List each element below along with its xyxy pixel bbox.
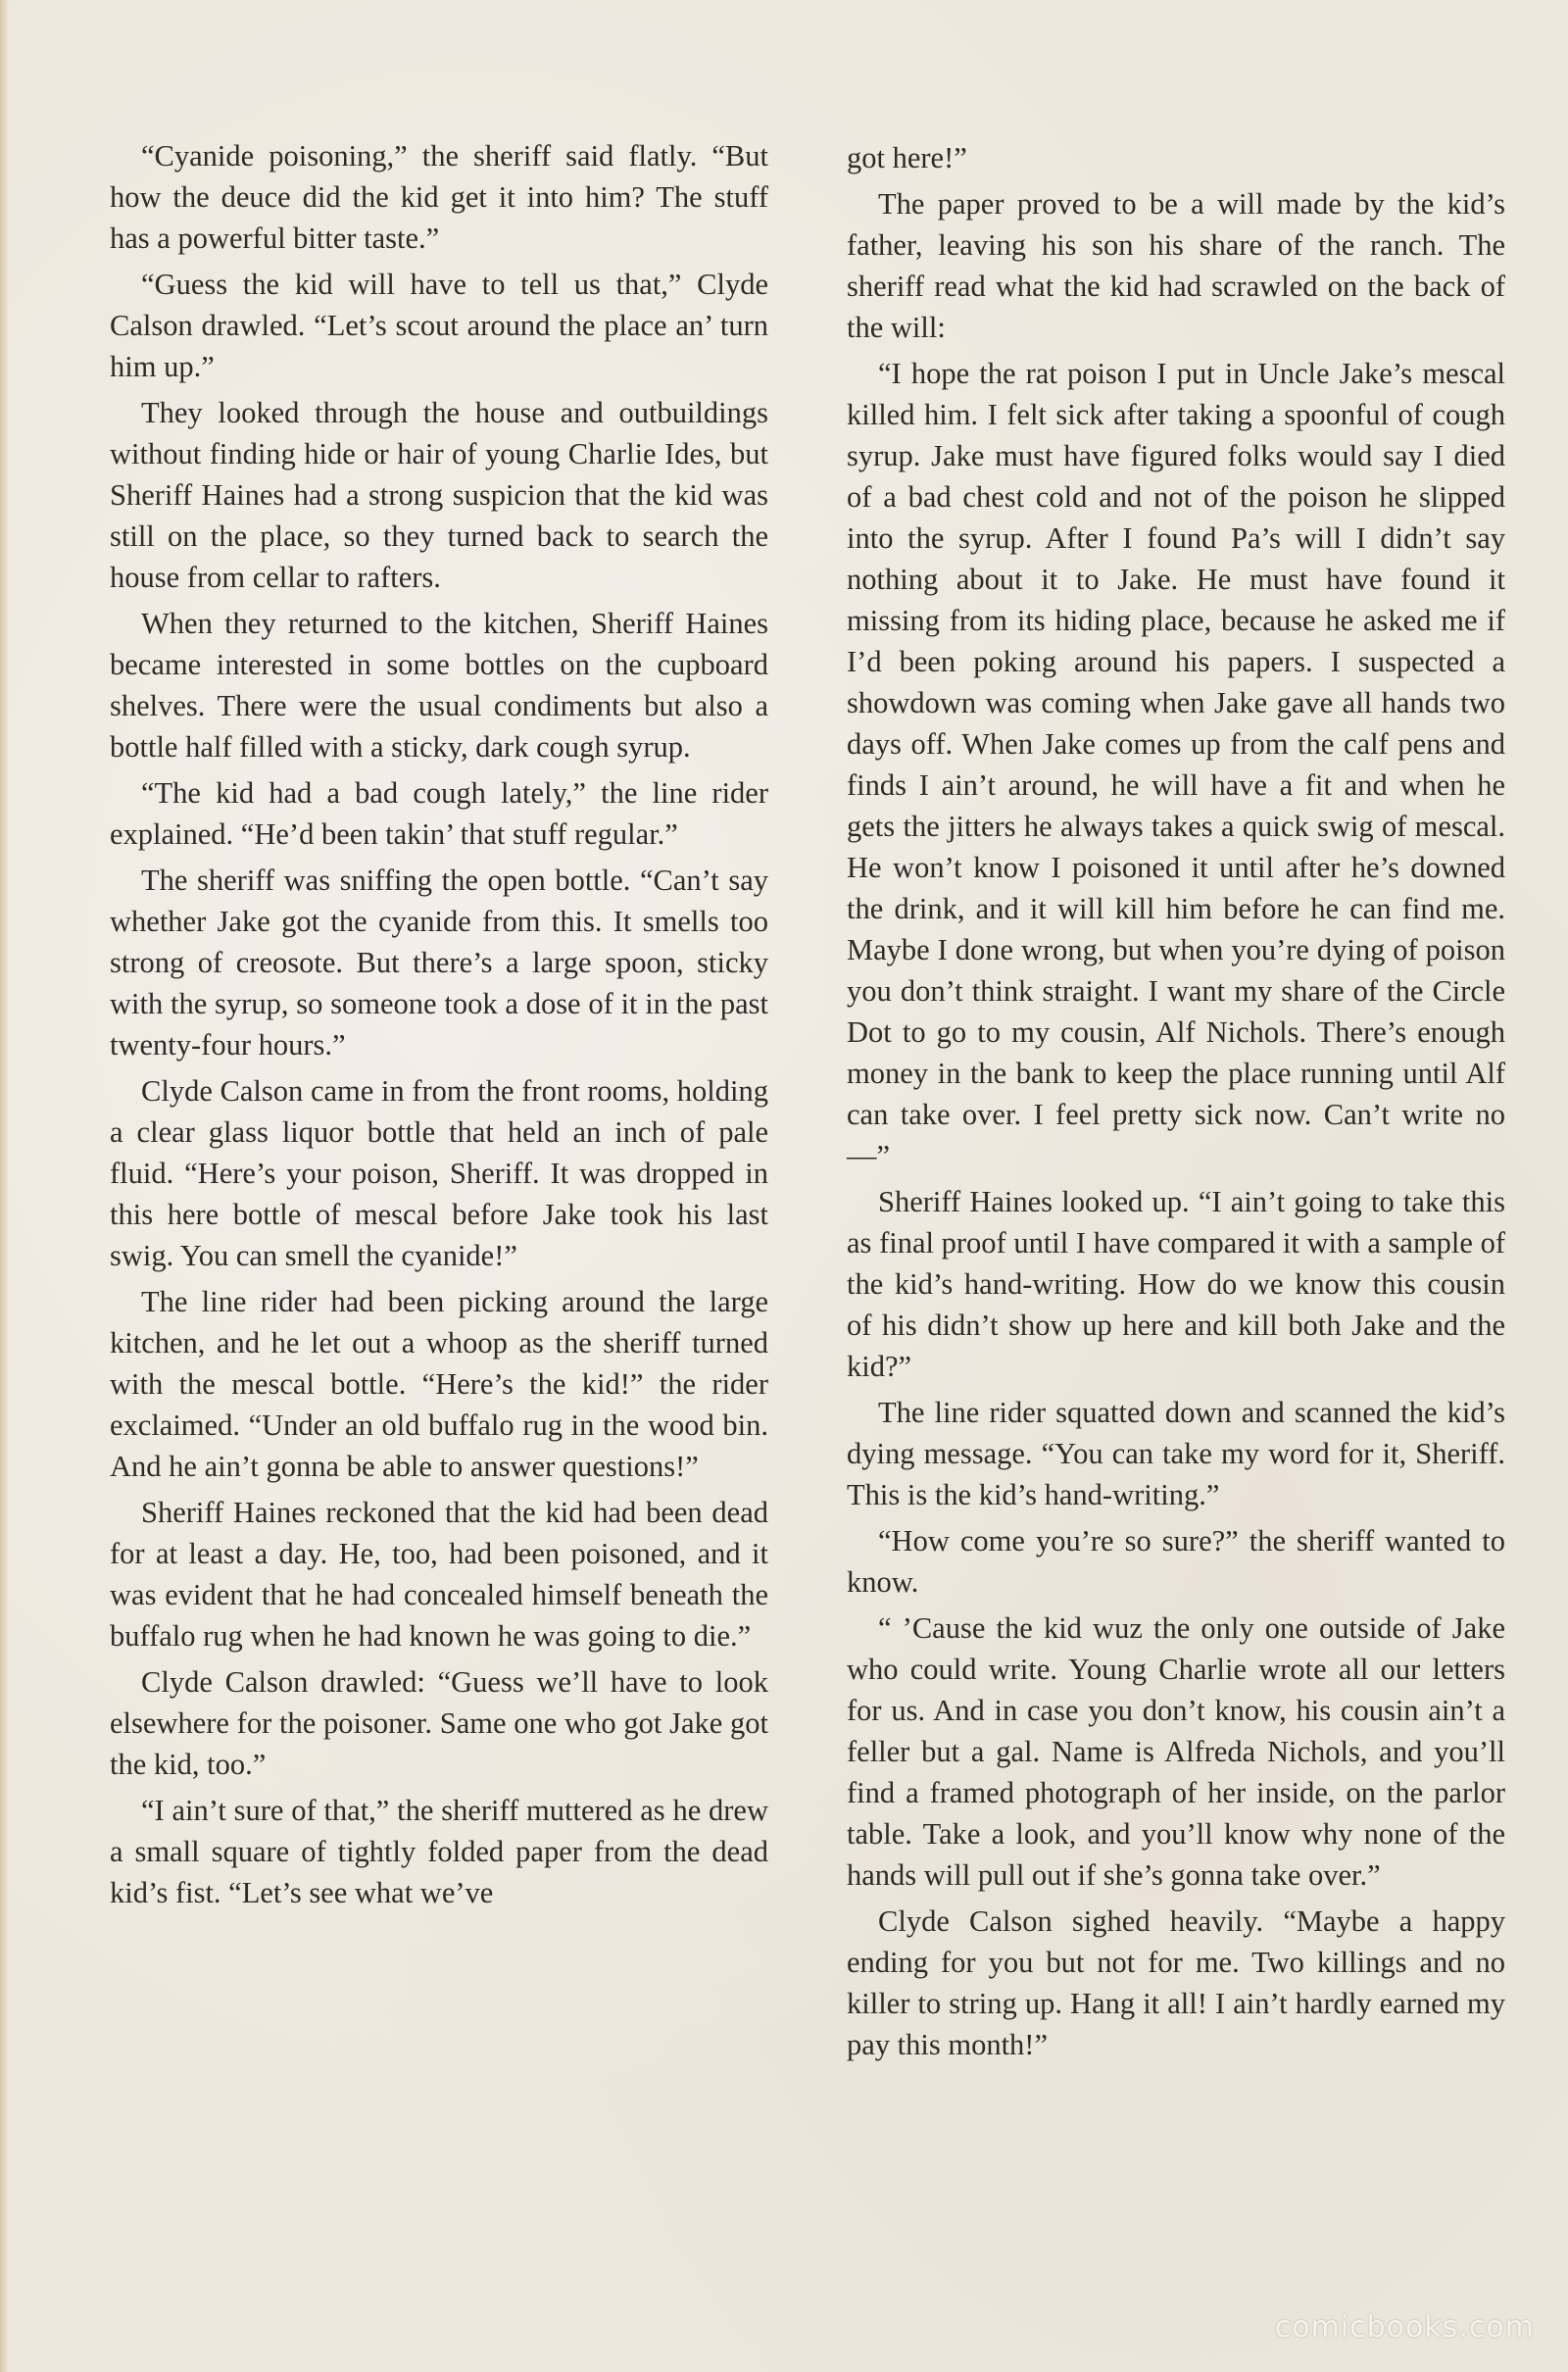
paragraph: “I ain’t sure of that,” the sheriff muttered as he drew a small square of tightly folded paper from the dead kid’s fist. “Let’s see what we’ve [110,1794,768,1909]
paragraph: “I hope the rat poison I put in Uncle Jake’s mescal killed him. I felt sick after taking a spoonful of cough syrup. Jake must have figured folks would say I died of a bad chest cold and not of the poison he slipped into the syrup. After I found Pa’s will I didn’t say nothing about it to Jake. He must have found it missing from its hiding place, because he asked me if I’d been poking around his papers. I suspected a showdown was coming when Jake gave all hands two days off. When Jake comes up from the calf pens and finds I ain’t around, he will have a fit and when he gets the jitters he always takes a quick swig of mescal. He won’t know I poisoned it until after he’s downed the drink, and it will kill him before he can find me. Maybe I done wrong, but when you’re dying of poison you don’t think straight. I want my share of the Circle Dot to go to my cousin, Alf Nichols. There’s enough money in the bank to keep the place running until Alf can take over. I feel pretty sick now. Can’t write no —” [847,357,1505,1172]
paragraph: The line rider squatted down and scanned the kid’s dying message. “You can take my word for it, Sheriff. This is the kid’s hand-writing.” [847,1396,1505,1511]
paragraph: They looked through the house and outbuildings without finding hide or hair of young Charlie Ides, but Sheriff Haines had a strong suspicion that the kid was still on the place, so they turned back to search the house from cellar to rafters. [110,396,768,594]
watermark: comicbooks.com [1274,2310,1535,2345]
paragraph: Sheriff Haines looked up. “I ain’t going to take this as final proof until I have compared it with a sample of the kid’s hand-writing. How do we know this cousin of his didn’t show up here and kill both Jake and the kid?” [847,1185,1505,1383]
text-column-left [110,135,768,1918]
paragraph: Clyde Calson sighed heavily. “Maybe a happy ending for you but not for me. Two killings and no killer to string up. Hang it all! I ain’t hardly earned my pay this month!” [847,1904,1505,2061]
paragraph: Clyde Calson drawled: “Guess we’ll have to look elsewhere for the poisoner. Same one who got Jake got the kid, too.” [110,1665,768,1781]
paragraph: When they returned to the kitchen, Sheriff Haines became interested in some bottles on the cupboard shelves. There were the usual condiments but also a bottle half filled with a sticky, dark cough syrup. [110,607,768,764]
paragraph-continuation: got here!” [847,141,967,174]
paragraph: “ ’Cause the kid wuz the only one outside of Jake who could write. Young Charlie wrote all our letters for us. And in case you don’t know, his cousin ain’t a feller but a gal. Name is Alfreda Nichols, and you’ll find a framed photograph of her inside, on the parlor table. Take a look, and you’ll know why none of the hands will pull out if she’s gonna take over.” [847,1611,1505,1892]
text-column-right [847,137,1505,2070]
page-edge [0,0,8,2372]
paragraph: “The kid had a bad cough lately,” the line rider explained. “He’d been takin’ that stuff regular.” [110,776,768,851]
paragraph: The sheriff was sniffing the open bottle. “Can’t say whether Jake got the cyanide from this. It smells too strong of creosote. But there’s a large spoon, sticky with the syrup, so someone took a dose of it in the past twenty-four hours.” [110,864,768,1062]
paragraph: Clyde Calson came in from the front rooms, holding a clear glass liquor bottle that held an inch of pale fluid. “Here’s your poison, Sheriff. It was dropped in this here bottle of mescal before Jake took his last swig. You can smell the cyanide!” [110,1074,768,1272]
paragraph: Sheriff Haines reckoned that the kid had been dead for at least a day. He, too, had been poisoned, and it was evident that he had concealed himself beneath the buffalo rug when he had known he was going to die.” [110,1496,768,1653]
paragraph: “How come you’re so sure?” the sheriff wanted to know. [847,1524,1505,1599]
paragraph: The line rider had been picking around the large kitchen, and he let out a whoop as the sheriff turned with the mescal bottle. “Here’s the kid!” the rider exclaimed. “Under an old buffalo rug in the wood bin. And he ain’t gonna be able to answer questions!” [110,1285,768,1483]
paragraph: “Cyanide poisoning,” the sheriff said flatly. “But how the deuce did the kid get it into him? The stuff has a powerful bitter taste.” [110,139,768,255]
paragraph: “Guess the kid will have to tell us that,” Clyde Calson drawled. “Let’s scout around the place an’ turn him up.” [110,268,768,383]
paragraph: The paper proved to be a will made by the kid’s father, leaving his son his share of the ranch. The sheriff read what the kid had scrawled on the back of the will: [847,187,1505,344]
